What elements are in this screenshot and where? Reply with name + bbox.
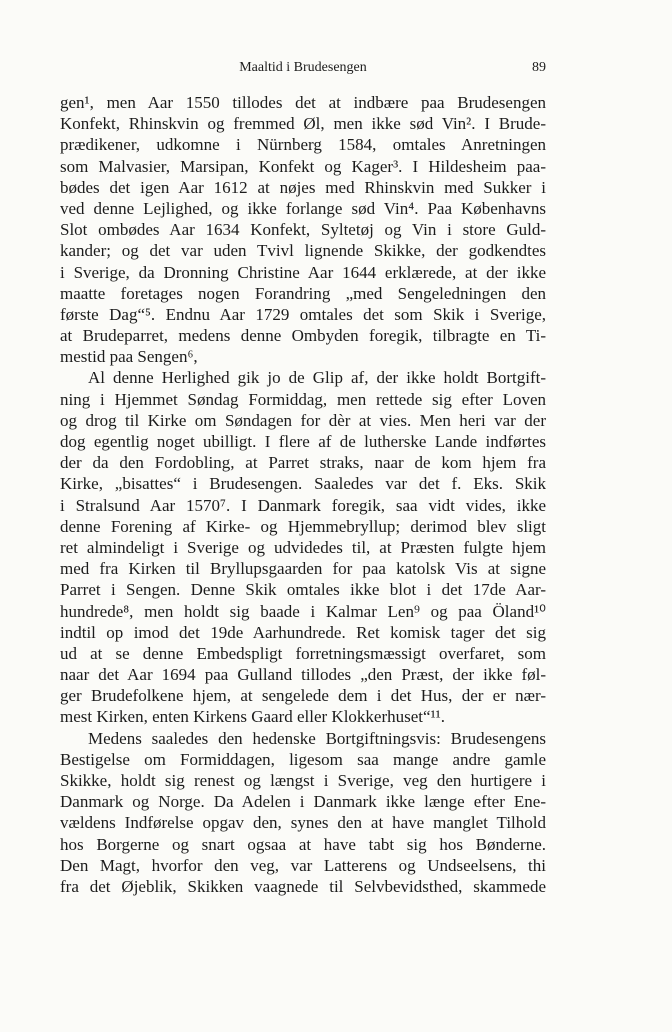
text-line: Kirke, „bisattes“ i Brudesengen. Saaledes var det f. Eks. Skik bbox=[60, 474, 546, 494]
text-line: Skikke, holdt sig renest og længst i Sverige, veg den hurtigere i bbox=[60, 771, 546, 790]
text-line: naar det Aar 1694 paa Gulland tillodes „den Præst, der ikke føl- bbox=[60, 665, 546, 685]
text-line: med fra Kirken til Bryllupsgaarden for paa katolsk Vis at signe bbox=[60, 559, 546, 579]
text-line: ger Brudefolkene hjem, at sengelede dem i det Hus, der er nær- bbox=[60, 686, 546, 706]
text-line: vældens Indførelse opgav den, synes den at have manglet Tilhold bbox=[60, 813, 546, 833]
text-line: maatte foretages nogen Forandring „med Sengeledningen den bbox=[60, 283, 546, 303]
text-line: Bestigelse om Formiddagen, ligesom saa mange andre gamle bbox=[60, 749, 546, 769]
text-line: første Dag“⁵. Endnu Aar 1729 omtales det som Skik i Sverige, bbox=[60, 304, 546, 324]
paragraph bbox=[60, 92, 546, 367]
text-line: ret almindeligt i Sverige og udvidedes til, at Præsten fulgte hjem bbox=[60, 537, 546, 557]
text-line: indtil op imod det 19de Aarhundrede. Ret komisk tager det sig bbox=[60, 622, 546, 642]
text-line: og drog til Kirke om Søndagen for dèr at vies. Men heri var der bbox=[60, 410, 546, 430]
text-line: Danmark og Norge. Da Adelen i Danmark ikke længe efter Ene- bbox=[60, 792, 546, 812]
text-line: mestid paa Sengen⁶, bbox=[60, 347, 198, 367]
text-line: der da den Fordobling, at Parret straks, naar de kom hjem fra bbox=[60, 453, 546, 473]
text-line: kander; og det var uden Tvivl lignende Skikke, der godkendtes bbox=[60, 241, 546, 261]
text-line: mest Kirken, enten Kirkens Gaard eller Klokkerhuset“¹¹. bbox=[60, 707, 446, 727]
text-line: fra det Øjeblik, Skikken vaagnede til Selvbevidsthed, skammede bbox=[60, 876, 546, 896]
text-line: bødes det igen Aar 1612 at nøjes med Rhinskvin med Sukker i bbox=[60, 177, 546, 197]
text-line: hos Borgerne og snart ogsaa at have tabt sig hos Bønderne. bbox=[60, 834, 546, 854]
text-line: ning i Hjemmet Søndag Formiddag, men rettede sig efter Loven bbox=[60, 389, 546, 409]
text-line: Den Magt, hvorfor den veg, var Latterens og Undseelsens, thi bbox=[60, 855, 546, 875]
text-line: Parret i Sengen. Denne Skik omtales ikke blot i det 17de Aar- bbox=[60, 580, 546, 600]
text-line: gen¹, men Aar 1550 tillodes det at indbære paa Brudesengen bbox=[60, 93, 546, 112]
text-line: ved denne Lejlighed, og ikke forlange sød Vin⁴. Paa Københavns bbox=[60, 198, 546, 218]
text-line: denne Forening af Kirke- og Hjemmebryllup; derimod blev sligt bbox=[60, 516, 546, 536]
text-line: i Stralsund Aar 1570⁷. I Danmark foregik, saa vidt vides, ikke bbox=[60, 495, 546, 515]
page-number: 89 bbox=[532, 60, 546, 75]
text-line: som Malvasier, Marsipan, Konfekt og Kager³. I Hildesheim paa- bbox=[60, 156, 546, 176]
text-line: Medens saaledes den hedenske Bortgiftningsvis: Brudesengens bbox=[88, 728, 546, 748]
text-line: Slot ombødes Aar 1634 Konfekt, Syltetøj og Vin i store Guld- bbox=[60, 220, 546, 240]
body-text bbox=[60, 92, 546, 897]
page-header bbox=[60, 60, 546, 84]
running-title: Maaltid i Brudesengen bbox=[239, 60, 367, 75]
paragraph bbox=[60, 367, 546, 727]
text-line: ud at se denne Embedspligt forretningsmæssigt overfaret, som bbox=[60, 643, 546, 663]
text-line: dog egentlig noget ubilligt. I flere af de lutherske Lande indførtes bbox=[60, 432, 546, 451]
text-line: i Sverige, da Dronning Christine Aar 1644 erklærede, at der ikke bbox=[60, 262, 546, 282]
text-line: at Brudeparret, medens denne Ombyden foregik, tilbragte en Ti- bbox=[60, 326, 546, 346]
text-line: Al denne Herlighed gik jo de Glip af, der ikke holdt Bortgift- bbox=[88, 368, 546, 388]
text-line: Konfekt, Rhinskvin og fremmed Øl, men ikke sød Vin². I Brude- bbox=[60, 114, 546, 134]
paragraph bbox=[60, 728, 546, 898]
text-line: prædikener, udkomne i Nürnberg 1584, omtales Anretningen bbox=[60, 135, 546, 155]
text-line: hundrede⁸, men holdt sig baade i Kalmar Len⁹ og paa Öland¹⁰ bbox=[60, 601, 546, 621]
